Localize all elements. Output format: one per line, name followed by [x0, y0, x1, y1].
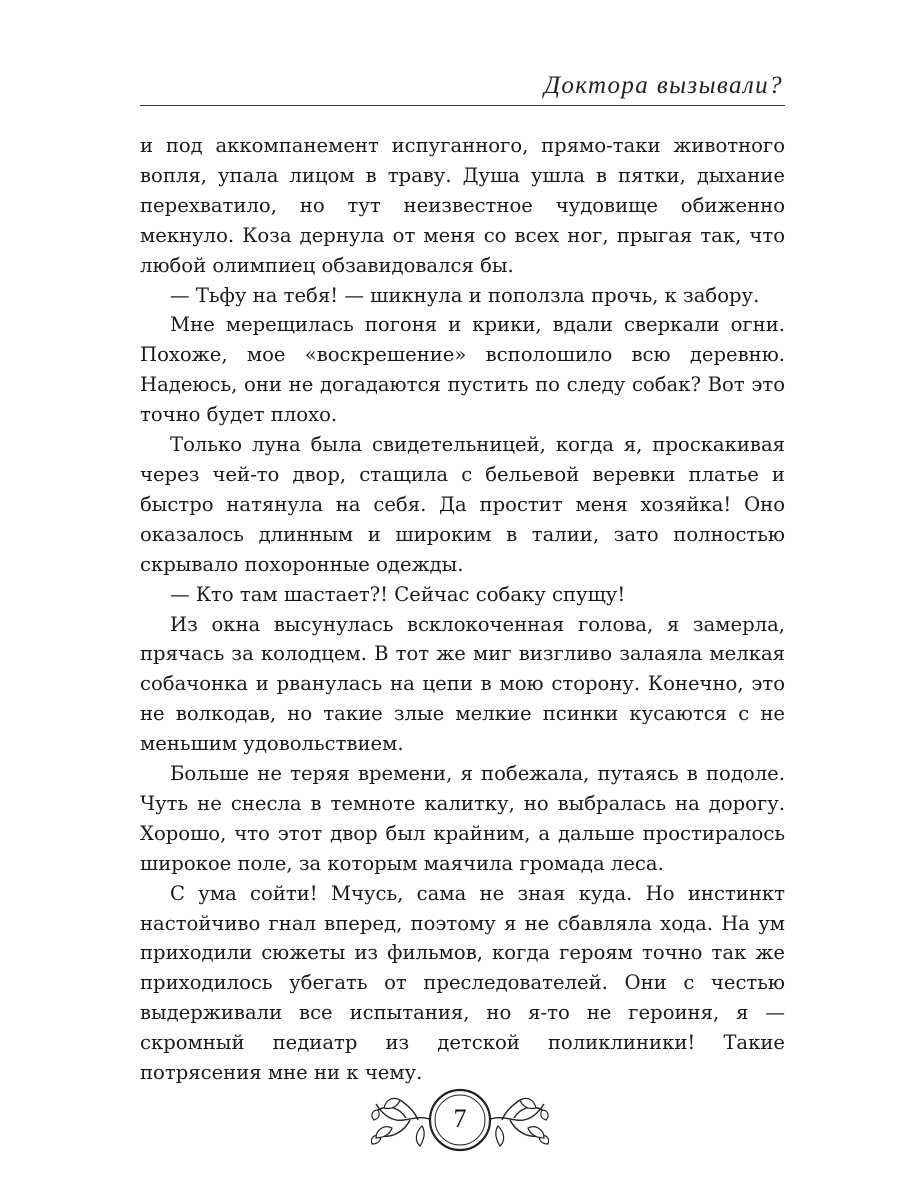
paragraph: Из окна высунулась всклокоченная голова, я замерла, прячась за колодцем. В тот же миг визгливо залаяла мелкая собачонка и рванулась на цепи в мою сторону. Конечно, это не волкодав, но такие злые мелкие псинки кусаются с не меньшим удовольствием.: [140, 612, 785, 756]
body-text: [140, 131, 785, 1088]
paragraph: Только луна была свидетельницей, когда я, проскакивая через чей-то двор, стащила с бельевой веревки платье и быстро натянула на себя. Да простит меня хозяйка! Оно оказалось длинным и широким в талии, зато полностью скрывало похоронные одежды.: [140, 433, 785, 576]
paragraph: С ума сойти! Мчусь, сама не зная куда. Но инстинкт настойчиво гнал вперед, поэтому я не сбавляла хода. На ум приходили сюжеты из фильмов, когда героям точно так же приходилось убегать от преследователей. Они с честью выдерживали все испытания, но я-то не героиня, я — скромный педиатр из детской поликлиники! Такие потрясения мне ни к чему.: [140, 881, 785, 1085]
running-header: [140, 70, 785, 106]
paragraph: — Кто там шастает?! Сейчас собаку спущу!: [170, 582, 626, 606]
paragraph: Больше не теряя времени, я побежала, путаясь в подоле. Чуть не снесла в темноте калитку, но выбралась на дорогу. Хорошо, что этот двор был крайним, а дальше простиралось широкое поле, за которым маячила громада леса.: [140, 762, 785, 875]
running-title: Доктора вызывали?: [544, 72, 783, 99]
page-number-ornament: [370, 1080, 550, 1160]
paragraph: — Тьфу на тебя! — шикнула и поползла прочь, к забору.: [170, 283, 760, 307]
page-number: 7: [453, 1104, 467, 1133]
paragraph: и под аккомпанемент испуганного, прямо-таки животного вопля, упала лицом в траву. Душа ушла в пятки, дыхание перехватило, но тут неизвестное чудовище обиженно мекнуло. Коза дернула от меня со всех ног, прыгая так, что любой олимпиец обзавидовался бы.: [140, 134, 785, 277]
paragraph: Мне мерещилась погоня и крики, вдали сверкали огни. Похоже, мое «воскрешение» всполошило всю деревню. Надеюсь, они не догадаются пустить по следу собак? Вот это точно будет плохо.: [140, 313, 785, 427]
header-rule: [140, 105, 785, 106]
